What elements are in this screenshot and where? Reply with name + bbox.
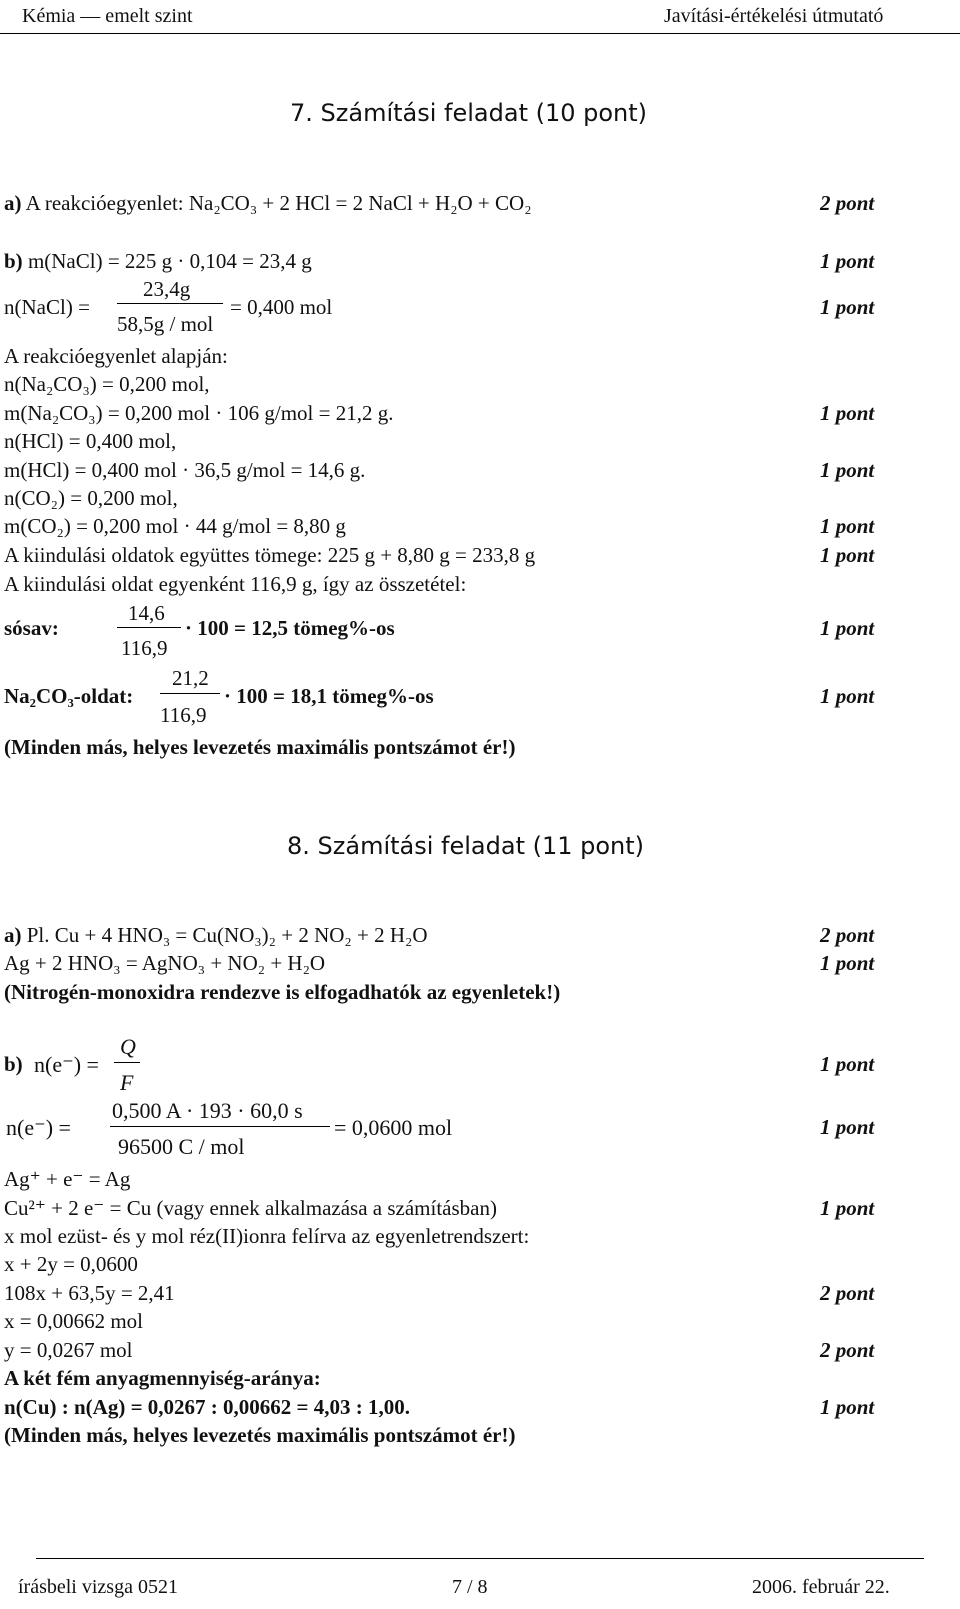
qf-fraction-bar [114,1062,140,1063]
n-na2co3: n(Na₂CO₃) = 0,200 mol, [4,372,210,396]
n-co2: n(CO₂) = 0,200 mol, [4,486,178,510]
ne-calc-denominator: 96500 C / mol [118,1134,245,1159]
cu-reduction: Cu²⁺ + 2 e⁻ = Cu (vagy ennek alkalmazása a számításban) [4,1196,497,1220]
task7-b1-points: 1 pont [820,249,875,273]
basis-text: A reakcióegyenlet alapján: [4,344,228,368]
composition-intro: A kiindulási oldat egyenként 116,9 g, így az összetétel: [4,572,467,596]
total-mass: A kiindulási oldatok együttes tömege: 225 g + 8,80 g = 233,8 g [4,543,536,567]
ne-calc-result: = 0,0600 mol [334,1115,453,1140]
ag-hno3-equation: Ag + 2 HNO₃ = AgNO₃ + NO₂ + H₂O [4,951,326,975]
task8-note: (Minden más, helyes levezetés maximális pontszámot ér!) [4,1423,516,1447]
ne-calc-points: 1 pont [820,1115,875,1139]
m-co2-points: 1 pont [820,514,875,538]
header-subject: Kémia — emelt szint [22,5,193,27]
header-guide: Javítási-értékelési útmutató [664,5,884,27]
n-nacl-result: = 0,400 mol [230,295,333,319]
task8-a1-points: 2 pont [820,923,875,947]
na2co3-numerator: 21,2 [172,666,209,690]
m-nacl: m(NaCl) = 225 g · 0,104 = 23,4 g [27,249,312,273]
ag-reduction: Ag⁺ + e⁻ = Ag [4,1167,131,1191]
task8-a-note: (Nitrogén-monoxidra rendezve is elfogadhatók az egyenletek!) [4,980,561,1004]
n-nacl-points: 1 pont [820,295,875,319]
header-rule [0,33,960,34]
task7-a-points: 2 pont [820,191,875,215]
footer-exam: írásbeli vizsga 0521 [18,1576,178,1598]
na2co3-points: 1 pont [820,684,875,708]
equation-1: x + 2y = 0,0600 [4,1252,138,1276]
na2co3-solution-label: Na₂CO₃-oldat: [4,684,134,708]
na2co3-result: · 100 = 18,1 tömeg%-os [224,684,434,708]
task8-title: 8. Számítási feladat (11 pont) [287,832,645,860]
na2co3-denominator: 116,9 [160,703,207,727]
total-mass-points: 1 pont [820,543,875,567]
sosav-denominator: 116,9 [121,636,168,660]
task7-a-equation: A reakcióegyenlet: Na₂CO₃ + 2 HCl = 2 NaCl + H₂O + CO₂ [25,191,532,215]
footer-rule [36,1558,924,1559]
m-hcl-points: 1 pont [820,458,875,482]
y-value: y = 0,0267 mol [4,1338,133,1362]
n-nacl-fraction-bar [117,303,223,304]
y-value-points: 2 pont [820,1338,875,1362]
task7-note: (Minden más, helyes levezetés maximális pontszámot ér!) [4,735,516,759]
m-na2co3-points: 1 pont [820,401,875,425]
m-co2: m(CO₂) = 0,200 mol · 44 g/mol = 8,80 g [4,514,346,538]
task8-a-label: a) [4,923,22,947]
sosav-fraction-bar [117,627,181,628]
task7-a [4,193,532,214]
sosav-label: sósav: [4,616,59,640]
task7-b1 [4,251,312,272]
task8-a2-points: 1 pont [820,951,875,975]
sosav-result: · 100 = 12,5 tömeg%-os [185,616,395,640]
m-na2co3: m(Na₂CO₃) = 0,200 mol · 106 g/mol = 21,2 g. [4,401,394,425]
faraday-f: F [120,1070,134,1095]
n-hcl: n(HCl) = 0,400 mol, [4,429,177,453]
task7-a-label: a) [4,191,22,215]
ne-formula-lhs: n(e⁻) = [34,1052,99,1077]
task8-a1 [4,925,427,946]
m-hcl: m(HCl) = 0,400 mol · 36,5 g/mol = 14,6 g. [4,458,366,482]
x-value: x = 0,00662 mol [4,1309,144,1333]
sosav-points: 1 pont [820,616,875,640]
footer-page: 7 / 8 [452,1576,488,1598]
ratio-points: 1 pont [820,1395,875,1419]
ne-calc-fraction-bar [110,1126,330,1127]
footer-date: 2006. február 22. [752,1576,890,1598]
system-intro: x mol ezüst- és y mol réz(II)ionra felírva az egyenletrendszert: [4,1224,530,1248]
task7-title: 7. Számítási feladat (10 pont) [290,99,648,127]
task8-b-label: b) [4,1052,23,1076]
ratio-result: n(Cu) : n(Ag) = 0,0267 : 0,00662 = 4,03 : 1,00. [4,1395,411,1419]
n-nacl-lhs: n(NaCl) = [4,295,90,319]
na2co3-fraction-bar [160,693,220,694]
equation-2: 108x + 63,5y = 2,41 [4,1281,175,1305]
n-nacl-denominator: 58,5g / mol [117,312,214,336]
ratio-title: A két fém anyagmennyiség-aránya: [4,1366,321,1390]
ne-calc-numerator: 0,500 A · 193 · 60,0 s [112,1098,303,1123]
task7-b-label: b) [4,249,23,273]
equation-2-points: 2 pont [820,1281,875,1305]
ne-calc-lhs: n(e⁻) = [6,1115,71,1140]
task8-b1-points: 1 pont [820,1052,875,1076]
cu-hno3-equation: Pl. Cu + 4 HNO₃ = Cu(NO₃)₂ + 2 NO₂ + 2 H₂O [26,923,428,947]
charge-q: Q [120,1034,136,1059]
n-nacl-numerator: 23,4g [143,277,191,301]
sosav-numerator: 14,6 [128,601,165,625]
cu-reduction-points: 1 pont [820,1196,875,1220]
